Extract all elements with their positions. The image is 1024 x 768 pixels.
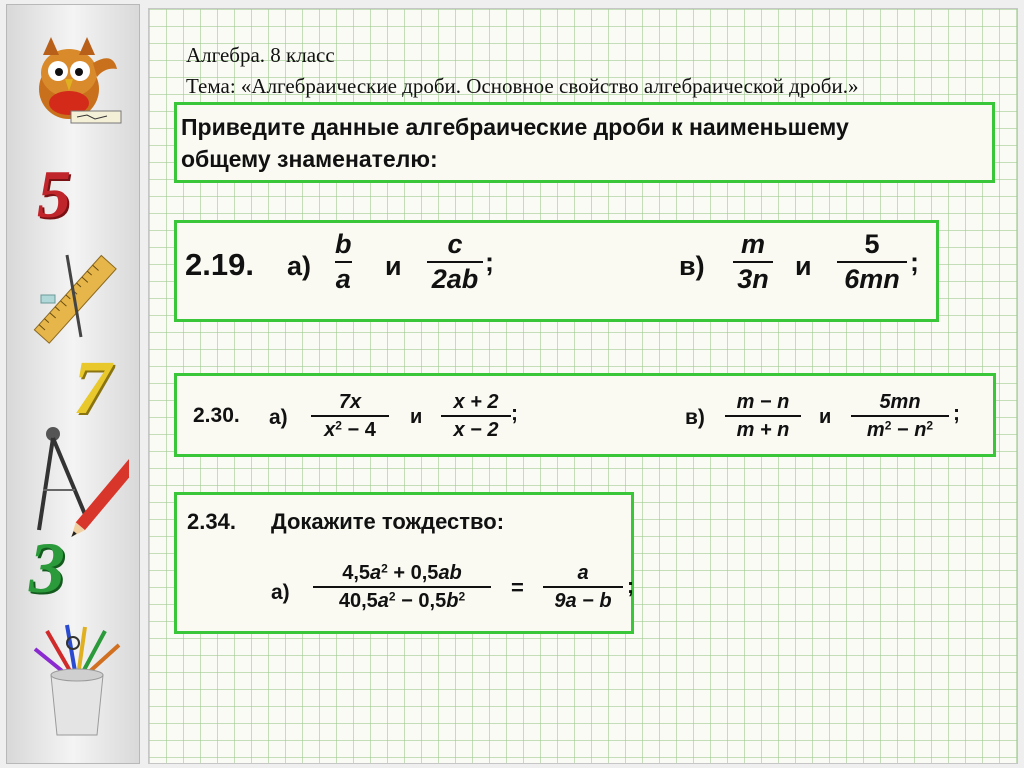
fraction-rhs: a 9a − b [543, 563, 623, 611]
semicolon: ; [511, 402, 518, 425]
exercise-2-34-box [174, 492, 634, 634]
task-text-line2: общему знаменателю: [181, 146, 438, 172]
fraction-5mn-over-m2-minus-n2: 5mn $m^2 - n^2$ [851, 392, 949, 440]
exercise-title: Докажите тождество: [271, 509, 505, 534]
exercise-2-30-box [174, 373, 996, 457]
fraction-x-plus-2-over-x-minus-2: x + 2 x − 2 [441, 392, 511, 440]
decorative-sidebar [6, 4, 140, 764]
fraction-c-over-2ab: c 2ab [427, 231, 483, 293]
exercise-number: 2.19. [185, 247, 254, 282]
part-a-label: а) [287, 251, 312, 281]
semicolon: ; [910, 247, 919, 277]
and-word: и [385, 251, 402, 281]
digit-5: 5 [37, 156, 71, 232]
and-word: и [795, 251, 812, 281]
equals-sign: = [511, 575, 524, 600]
subject-line: Алгебра. 8 класс [186, 43, 335, 67]
fraction-7x-over-x2-minus-4: 7x $x^2 - 4$ [311, 392, 389, 440]
part-v-label: в) [685, 406, 705, 429]
part-a-label: а) [269, 406, 288, 429]
ruler-icon [21, 245, 131, 355]
task-text-line1: Приведите данные алгебраические дроби к наименьшему [181, 114, 849, 140]
part-v-label: в) [679, 251, 705, 281]
topic-line: Тема: «Алгебраические дроби. Основное свойство алгебраической дроби.» [186, 74, 859, 98]
part-a-label: а) [271, 581, 290, 604]
fraction-b-over-a: b a [335, 229, 352, 294]
semicolon: ; [953, 402, 960, 425]
digit-3: 3 [29, 528, 65, 608]
exercise-2-19-box [174, 220, 939, 322]
fraction-m-over-3n: m 3n [733, 231, 773, 293]
semicolon: ; [485, 247, 494, 277]
exercise-number: 2.30. [193, 404, 240, 427]
fraction-m-minus-n-over-m-plus-n: m − n m + n [725, 392, 801, 440]
task-box [174, 102, 995, 183]
exercise-number: 2.34. [187, 509, 236, 534]
fraction-lhs: $4,5a^2 + 0,5ab$ $40,5a^2 - 0,5b^2$ [313, 563, 491, 611]
and-word: и [819, 406, 832, 428]
digit-7: 7 [73, 346, 111, 430]
and-word: и [410, 406, 423, 428]
pencil-cup-icon [27, 623, 127, 738]
owl-icon [21, 33, 125, 125]
fraction-5-over-6mn: 5 6mn [837, 231, 907, 293]
semicolon: ; [627, 575, 634, 598]
